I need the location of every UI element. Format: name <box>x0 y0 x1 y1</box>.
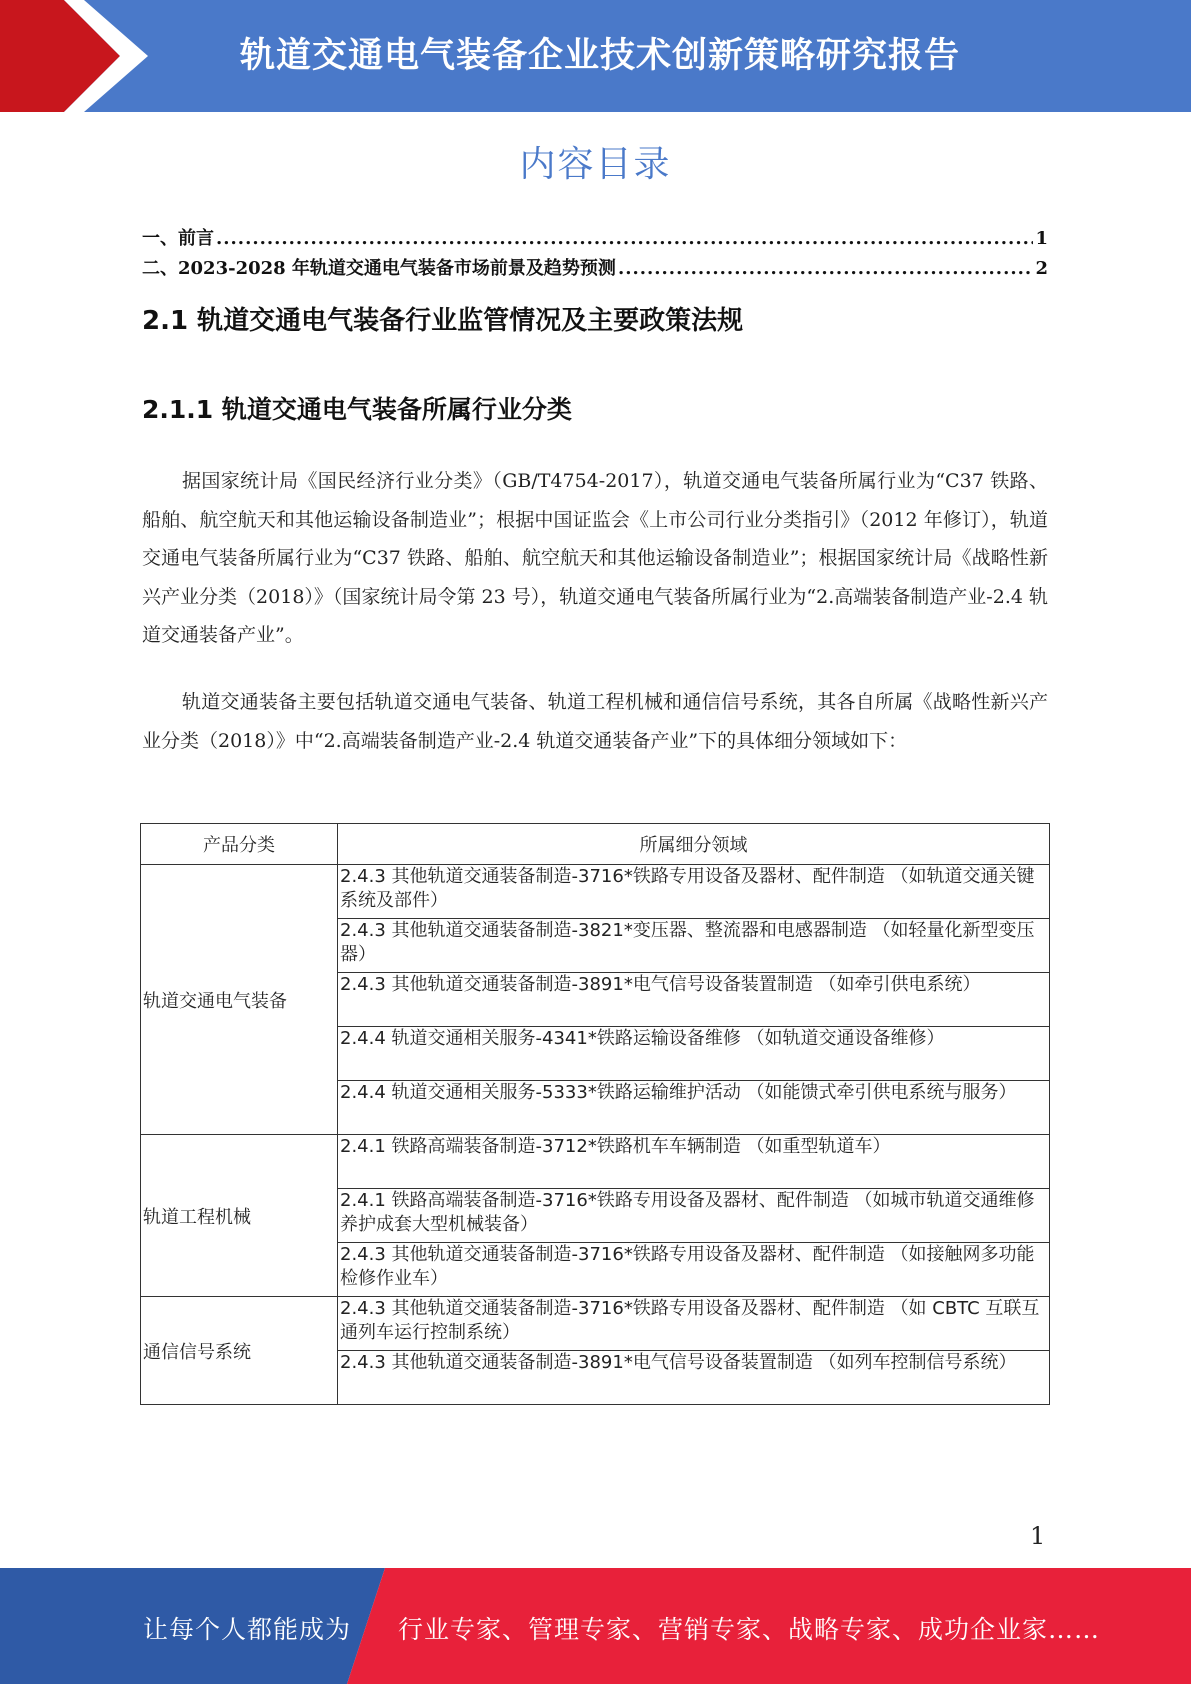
subfield-cell: 2.4.3 其他轨道交通装备制造-3891*电气信号设备装置制造 （如牵引供电系统） <box>338 973 1050 1027</box>
category-cell: 通信信号系统 <box>141 1297 338 1405</box>
toc-leader-dots <box>216 228 1033 249</box>
report-header <box>0 0 1191 112</box>
table-row <box>141 865 1050 919</box>
page-footer <box>0 1568 1191 1684</box>
table-header-row <box>141 824 1050 865</box>
toc-item-label: 二、2023-2028 年轨道交通电气装备市场前景及趋势预测 <box>142 258 616 279</box>
table-row <box>141 1297 1050 1351</box>
body-paragraph: 轨道交通装备主要包括轨道交通电气装备、轨道工程机械和通信信号系统，其各自所属《战略性新兴产业分类（2018）》中“2.高端装备制造产业-2.4 轨道交通装备产业”下的具体细分领域如下： <box>142 691 1048 752</box>
chevron-arrow-icon <box>0 0 160 112</box>
subfield-cell: 2.4.3 其他轨道交通装备制造-3891*电气信号设备装置制造 （如列车控制信号系统） <box>338 1351 1050 1405</box>
industry-classification-table <box>140 823 1050 1405</box>
subfield-cell: 2.4.3 其他轨道交通装备制造-3821*变压器、整流器和电感器制造 （如轻量化新型变压器） <box>338 919 1050 973</box>
subsection-heading: 2.1.1 轨道交通电气装备所属行业分类 <box>142 395 572 424</box>
toc-item-page: 2 <box>1035 258 1048 279</box>
footer-slogan-right: 行业专家、管理专家、营销专家、战略专家、成功企业家…… <box>398 1615 1101 1644</box>
subfield-cell: 2.4.3 其他轨道交通装备制造-3716*铁路专用设备及器材、配件制造 （如轨道交通关键系统及部件） <box>338 865 1050 919</box>
toc-item-label: 一、前言 <box>142 228 214 249</box>
category-cell: 轨道交通电气装备 <box>141 865 338 1135</box>
subfield-cell: 2.4.1 铁路高端装备制造-3716*铁路专用设备及器材、配件制造 （如城市轨道交通维修养护成套大型机械装备） <box>338 1189 1050 1243</box>
toc-leader-dots <box>618 258 1034 279</box>
subfield-cell: 2.4.3 其他轨道交通装备制造-3716*铁路专用设备及器材、配件制造 （如接触网多功能检修作业车） <box>338 1243 1050 1297</box>
category-cell: 轨道工程机械 <box>141 1135 338 1297</box>
page-number: 1 <box>1030 1522 1046 1550</box>
subfield-cell: 2.4.3 其他轨道交通装备制造-3716*铁路专用设备及器材、配件制造 （如 CBTC 互联互通列车运行控制系统） <box>338 1297 1050 1351</box>
section-heading: 2.1 轨道交通电气装备行业监管情况及主要政策法规 <box>142 306 744 336</box>
table-header-cell: 所属细分领域 <box>338 824 1050 865</box>
toc-item-page: 1 <box>1035 228 1048 249</box>
footer-slogan-left: 让每个人都能成为 <box>143 1615 352 1644</box>
toc-item[interactable] <box>142 224 1048 254</box>
body-paragraph: 据国家统计局《国民经济行业分类》（GB/T4754-2017），轨道交通电气装备所属行业为“C37 铁路、船舶、航空航天和其他运输设备制造业”；根据中国证监会《上市公司行业分类指引》（2012 年修订），轨道交通电气装备所属行业为“C37 铁路、船舶、航空航天和其他运输设备制造业”；根据国家统计局《战略性新兴产业分类（2018）》（国家统计局令第 23 号），轨道交通电气装备所属行业为“2.高端装备制造产业-2.4 轨道交通装备产业”。 <box>142 470 1048 646</box>
subfield-cell: 2.4.1 铁路高端装备制造-3712*铁路机车车辆制造 （如重型轨道车） <box>338 1135 1050 1189</box>
subfield-cell: 2.4.4 轨道交通相关服务-5333*铁路运输维护活动 （如能馈式牵引供电系统与服务） <box>338 1081 1050 1135</box>
table-of-contents <box>142 224 1048 284</box>
subfield-cell: 2.4.4 轨道交通相关服务-4341*铁路运输设备维修 （如轨道交通设备维修） <box>338 1027 1050 1081</box>
toc-title: 内容目录 <box>519 144 672 185</box>
table-row <box>141 1135 1050 1189</box>
report-title: 轨道交通电气装备企业技术创新策略研究报告 <box>240 36 961 76</box>
table-header-cell: 产品分类 <box>141 824 338 865</box>
toc-item[interactable] <box>142 254 1048 284</box>
